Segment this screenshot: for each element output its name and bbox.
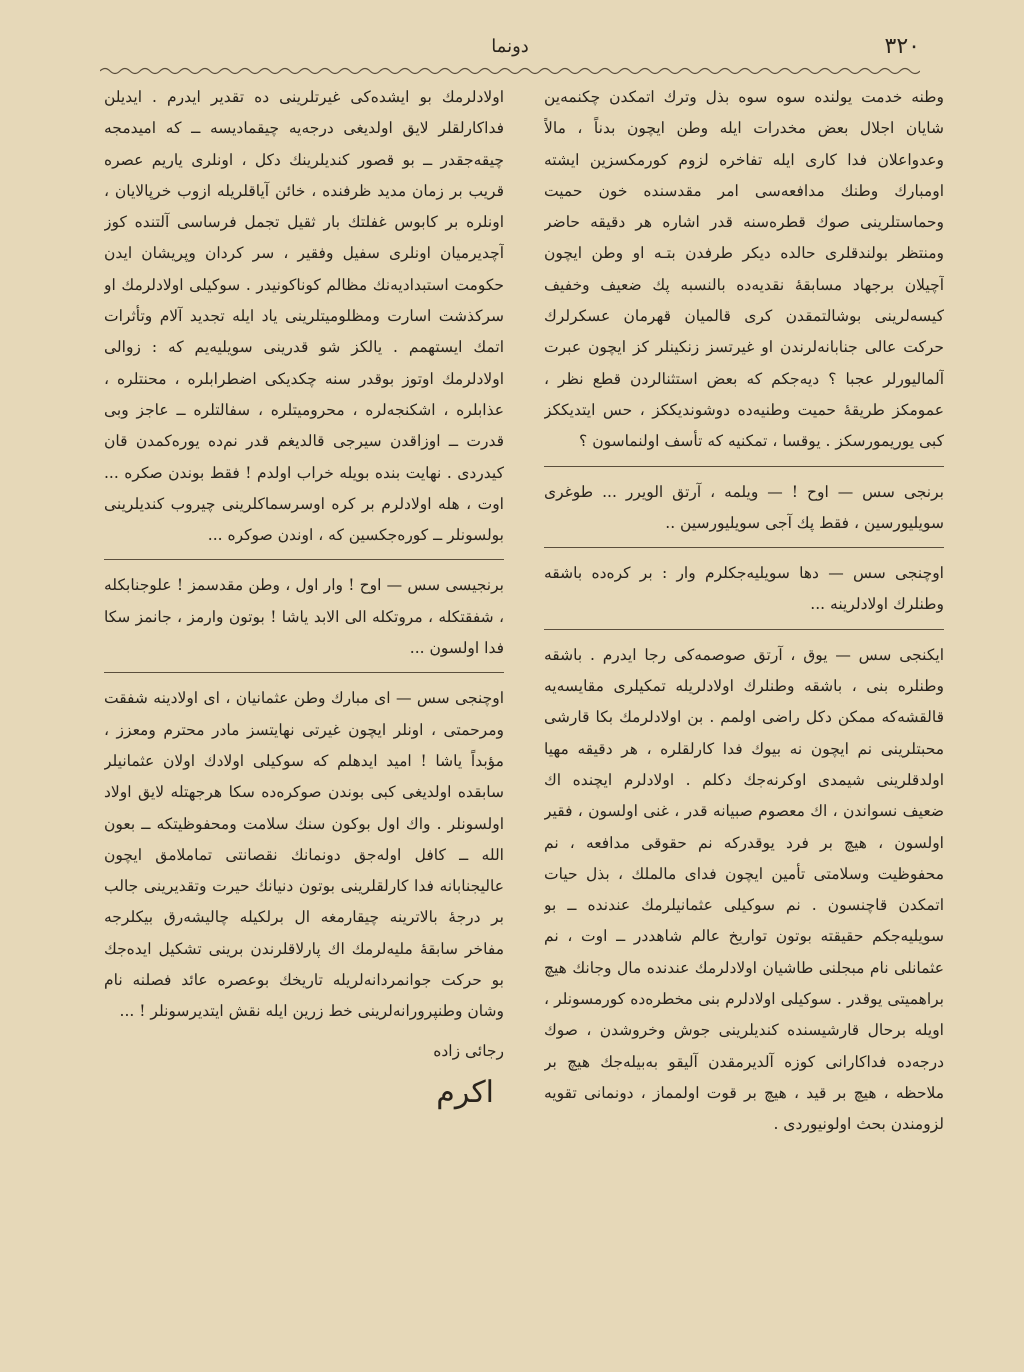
left-paragraph-1: اولادلرمك بو ایشده‌كی غیرتلرینی ده تقدیر ایدرم . ایدیلن فداكارلقلر لایق اولدیغی درجه‌یه چیقمادیسه ــ كه امیدمجه چیقه‌جقدر ــ بو قصور كندیلرینك دكل ، اونلری یاریم عصره قریب بر زمان مدید ظرفنده ، خائن آیاقلریله ازوب خرپالایان ، اونلره بر كابوس غفلتك بار ثقیل تجمل فرساسی آلتنده كوز آچدیرمیان اونلری سفیل وفقیر ، سر كردان وپریشان ایدن حكومت استبدادیه‌نك مظالم كوناكونیدر . سوكیلی اولادلرمك او سركذشت اسارت ومظلومیتلرینی یاد ایله تجدید آلام وتأثرات اتمك ایستهمم . یالكز شو قدرینی سویلیه‌یم كه : زوالی اولادلرمك اوتوز بوقدر سنه چكدیكی اضطرابلره ، محنتلره ، عذابلره ، اشكنجه‌لره ، محرومیتلره ، سفالتلره ــ عاجز وبی قدرت ــ اوزاقدن سیرجی قالدیغم قدر نم‌ده یوره‌كمدن قان كیدردی . نهایت بنده بویله خراب اولدم ! فقط بوندن صكره ... اوت ، هله اولادلرم بر كره اوسرسماكلرینی چیروب كندیلرینی بولسونلر ــ كوره‌جكسین كه ، اوندن صوكره ... — [104, 88, 504, 545]
section-divider — [544, 629, 944, 630]
section-divider — [104, 672, 504, 673]
header-wavy-rule — [100, 66, 920, 76]
left-column — [104, 82, 504, 1352]
right-dialogue-third-voice: اوچنجی سس — دها سویلیه‌جكلرم وار : بر كره‌ده باشقه وطنلرك اولادلرینه ... — [544, 564, 944, 614]
signature-line — [104, 1036, 504, 1067]
author-first-name: اكرم — [436, 1074, 494, 1110]
section-divider — [544, 466, 944, 467]
right-paragraph-1: وطنه خدمت یولنده سوه سوه بذل وترك اتمكدن چكنمه‌ین شایان اجلال بعض مخدرات ایله وطن ایچون بدناً ، مالاً وعدواعلان فدا كاری ایله تفاخره لزوم كورمكسزین ایشته اومبارك وطنك مدافعه‌سی امر مقدسنده خون حمیت وحماستلرینی صوك قطره‌سنه قدر اشاره هر دقیقه حاضر ومنتظر بولندقلری حالده دیكر طرفدن بتـه او وطن ایچون آچیلان برجهاد مسابقهٔ نقدیه‌ده بالنسبه پك ضعیف وخفیف كیسه‌لرینی بوشالتمقدن كری قالمیان قهرمان عسكرلرك حركت عالی جنابانه‌لرندن او غیرتسز زنكینلر كز ایچون عبرت آلمالیورلر عجبا ؟ دیه‌جكم كه بعض استثنالردن قطع نظر ، عمومكز طریقهٔ حمیت وطنیه‌ده دوشوندیككز ، حس ایتدیككز كبی یوریمورسكز . یوقسا ، تمكنیه كه تأسف اولنماسون ؟ — [544, 88, 944, 451]
signature-surname: رجائی زاده — [433, 1041, 504, 1060]
section-divider — [104, 559, 504, 560]
running-title: دونما — [491, 36, 529, 57]
right-dialogue-second-voice: ایكنجی سس — یوق ، آرتق صوصمه‌كی رجا ایدرم . باشقه وطنلره بنی ، باشقه وطنلرك اولادلریله تمكیلری مقایسه‌یه قالقشه‌كه ممكن دكل راضی اولمم . بن اولادلرمك بكا قارشی محبتلرینی نم ایچون نه بیوك فدا كارلقلره ، هر دقیقه مهیا اولدقلرینی شیمدی اوكرنه‌جك دكلم . اولادلرم ایچنده اك ضعیف نسواندن ، اك معصوم صبیانه قدر ، غنی اولسون ، فقیر اولسون ، هیچ بر فرد یوقدركه نم حقوقی مدافعه ، نم محفوظیت وسلامتی تأمین ایچون فدای مالملك ، بذل حیات اتمكدن قاچنسون . نم سوكیلی عثمانیلرمك عندنده ــ بو سویلیه‌جكم حقیقته بوتون تواریخ عالم شاهددر ــ اوت ، نم عثمانلی نام مبجلنی طاشیان اولادلرمك عندنده مال وجانك هیچ براهمیتی یوقدر . سوكیلی اولادلرم بنی مخطره‌ده كورمسونلر ، اویله برحال قارشیسنده كندیلرینی جوش وخروشدن ، صوك درجه‌ده فداكارانی كوزه آلدیرمقدن آلیقو به‌بیله‌جك هیچ بر ملاحظه ، هیچ بر قید ، هیچ بر قوت اولمماز ، دونمانی تقویه لزومندن بحث اولونیوردی . — [544, 645, 944, 1134]
left-dialogue-first-voice: برنجیسی سس — اوح ! وار اول ، وطن مقدسمز ! علوجنابكله ، شفقتكله ، مروتكله الی الابد یاشا ! بوتون وارمز ، جانمز سكا فدا اولسون ... — [104, 576, 504, 658]
page-header — [100, 28, 920, 68]
left-dialogue-third-voice: اوچنجی سس — ای مبارك وطن عثمانیان ، ای اولادینه شفقت ومرحمتی ، اونلر ایچون غیرتی نهایتسز مادر محترم ومعزز ، مؤبداً یاشا ! امید ایدهلم كه سوكیلی اولادك اولان عثمانیلر سابقده اولدیغی كبی بوندن صوكره‌ده سكا هرجهتله لایق اولاد اولسونلر . واك اول بوكون سنك سلامت ومحفوظیتكه ــ بعون الله ــ كافل اوله‌جق دونمانك نقصانتی تماملامق ایچون عالیجنابانه فدا كارلقلرینی بوتون دنیانك حیرت وتقدیرینی جالب بر درجهٔ بالاترینه چیقارمغه ال برلكیله چالیشه‌رق بیكلرجه مفاخر سابقهٔ ملیه‌لرمك اك پارلاقلرندن برینی تشكیل ایده‌جك بو حركت جوانمردانه‌لریله تاریخك بوعصره عائد فصلنه نام وشان وطنپرورانه‌لرینی خط زرین ایله نقش ایتدیرسونلر ! ... — [104, 689, 504, 1021]
right-dialogue-first-voice: برنجی سس — اوح ! — ویلمه ، آرتق الویرر ... طوغری سویلیورسین ، فقط پك آجی سویلیورسین .. — [544, 482, 944, 532]
right-column — [544, 82, 944, 1352]
section-divider — [544, 547, 944, 548]
page-number: ۳۲۰ — [884, 34, 920, 59]
